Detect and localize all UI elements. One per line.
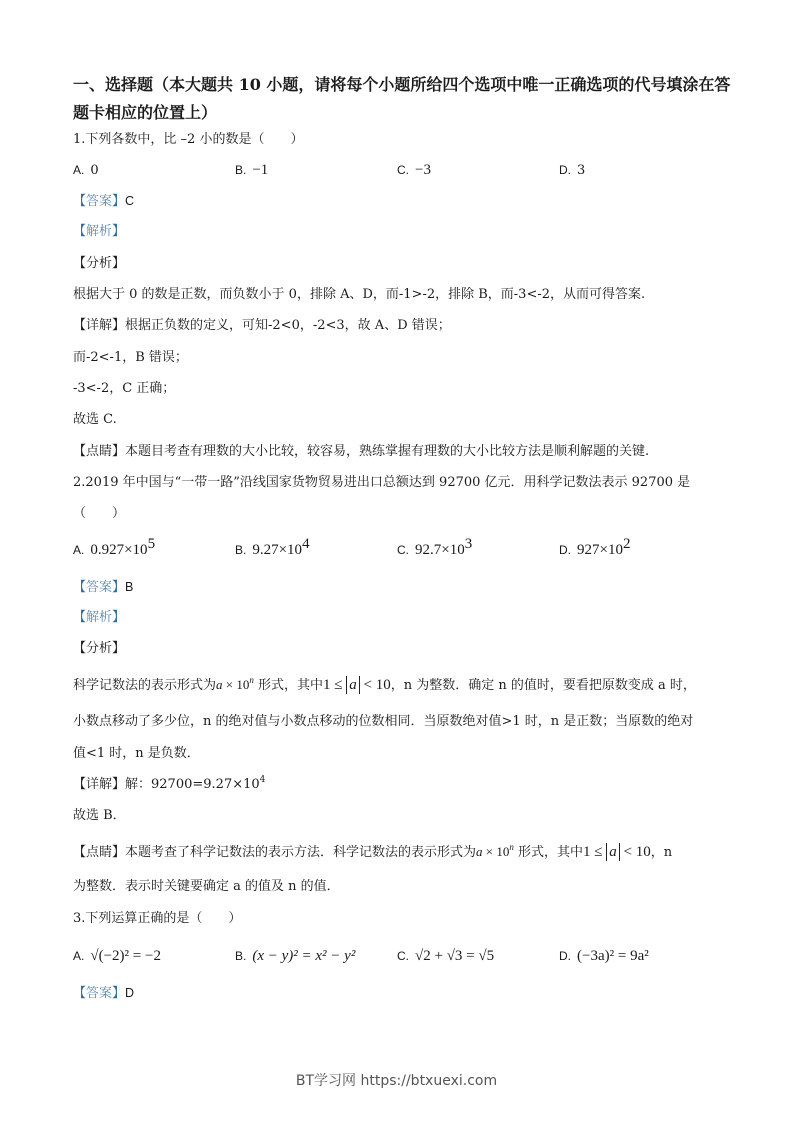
option-label: C. [397,543,409,557]
option-label: B. [235,163,247,177]
q1-option-c [397,160,431,181]
q3-stem: 3.下列运算正确的是（ ） [73,911,242,926]
answer-tag: 【答案】 [73,194,126,209]
q2-conclusion: 故选 B． [73,808,126,823]
analysis-tag: 【解析】 [73,610,126,625]
option-exp: 3 [464,536,473,552]
dianjing-text: 本题目考查有理数的大小比较，较容易，熟练掌握有理数的大小比较方法是顺利解题的关键. [125,444,650,459]
q2-stem: 2.2019 年中国与“一带一路”沿线国家货物贸易进出口总额达到 92700 亿元．用科学记数法表示 92700 是 [73,475,691,490]
option-label: D. [559,543,571,557]
option-base: 927×10 [577,542,623,558]
footer-watermark: BT学习网 https://btxuexi.com [295,1073,498,1089]
option-label: B. [235,543,247,557]
q2-option-a [73,536,156,561]
answer-value: D [125,986,135,1000]
q1-option-a [73,160,99,181]
q1-step2: 而-2<-1，B 错误； [73,350,188,365]
q1-conclusion: 故选 C. [73,412,117,427]
option-label: A. [73,163,85,177]
q1-stem: 1.下列各数中，比 –2 小的数是（ ） [73,132,304,147]
answer-tag: 【答案】 [73,580,126,595]
answer-tag: 【答案】 [73,986,126,1001]
option-value: 0 [90,163,99,178]
q2-fenxi-tag: 【分析】 [73,641,126,656]
answer-value: B [125,580,134,594]
option-label: C. [397,949,409,963]
option-value: −1 [252,162,269,178]
answer-value: C [125,194,135,208]
q1-analysis-tag [73,223,125,241]
option-expr: (−3a)² = 9a² [577,948,649,964]
section-heading-line2: 题卡相应的位置上） [73,103,218,122]
q3-option-c [397,946,494,967]
option-label: A. [73,949,85,963]
q2-stem-paren: （ ） [73,506,126,521]
q2-answer [73,578,133,597]
option-label: B. [235,949,247,963]
q2-xiangjie: 【详解】解：$92700=9.27\times 10^4$ [73,775,266,792]
section-heading-line1: 一、选择题（本大题共 10 小题，请将每个小题所给四个选项中唯一正确选项的代号填涂在答 [73,75,731,94]
q2-dianjing: 【点睛】本题考查了科学记数法的表示方法．科学记数法的表示形式为$a \times 10^n$ 形式，其中1 ≤ a < 10，n [73,842,673,860]
option-label: D. [559,949,571,963]
option-expr: (x − y)² = x² − y² [252,948,356,964]
xiangjie-text: 解：92700=9.27×10 [125,777,260,792]
q2-analysis-tag [73,609,125,627]
q1-xiangjie [73,317,451,335]
q1-dianjing [73,443,649,461]
q1-answer [73,192,134,211]
option-label: C. [397,163,409,177]
q1-option-b [235,160,268,181]
option-exp: 5 [147,536,156,552]
q3-answer [73,984,134,1003]
q2-option-c [397,536,473,561]
option-expr: √2 + √3 = √5 [415,948,495,964]
option-base: 0.927×10 [90,542,148,558]
q1-fenxi-text: 根据大于 0 的数是正数，而负数小于 0，排除 A、D，而-1>-2，排除 B，而-3<-2，从而可得答案. [73,287,646,302]
q2-dianjing-line2: 为整数．表示时关键要确定 a 的值及 n 的值． [73,879,340,894]
q2-fenxi-line3: 值<1 时，n 是负数． [73,746,200,761]
q2-fenxi-line1: 科学记数法的表示形式为$a \times 10^n$ 形式，其中1 ≤ a < 10，n 为整数．确定 n 的值时，要看把原数变成 a 时， [73,675,696,693]
option-label: D. [559,163,571,177]
q1-step3: -3<-2，C 正确； [73,381,176,396]
option-base: 9.27×10 [252,542,303,558]
option-label: A. [73,543,85,557]
xiangjie-tag: 【详解】 [73,777,126,792]
q1-fenxi-tag: 【分析】 [73,256,126,271]
q2-option-d [559,536,631,561]
option-value: 3 [577,163,586,178]
dianjing-tag: 【点睛】 [73,444,126,459]
q1-option-d [559,160,585,181]
q2-option-b [235,536,310,561]
q2-fenxi-line2: 小数点移动了多少位，n 的绝对值与小数点移动的位数相同．当原数绝对值>1 时，n 是正数；当原数的绝对 [73,714,694,729]
option-exp: 4 [302,536,310,552]
analysis-tag: 【解析】 [73,224,126,239]
option-expr: √(−2)² = −2 [90,948,161,964]
q3-option-b [235,946,355,967]
q3-option-d [559,946,649,967]
xiangjie-text: 根据正负数的定义，可知-2<0，-2<3，故 A、D 错误； [125,318,451,333]
option-exp: 2 [622,536,631,552]
option-value: −3 [415,162,431,178]
dianjing-tag: 【点睛】 [73,845,126,860]
xiangjie-tag: 【详解】 [73,318,126,333]
q3-option-a [73,946,161,967]
option-base: 92.7×10 [415,542,465,558]
